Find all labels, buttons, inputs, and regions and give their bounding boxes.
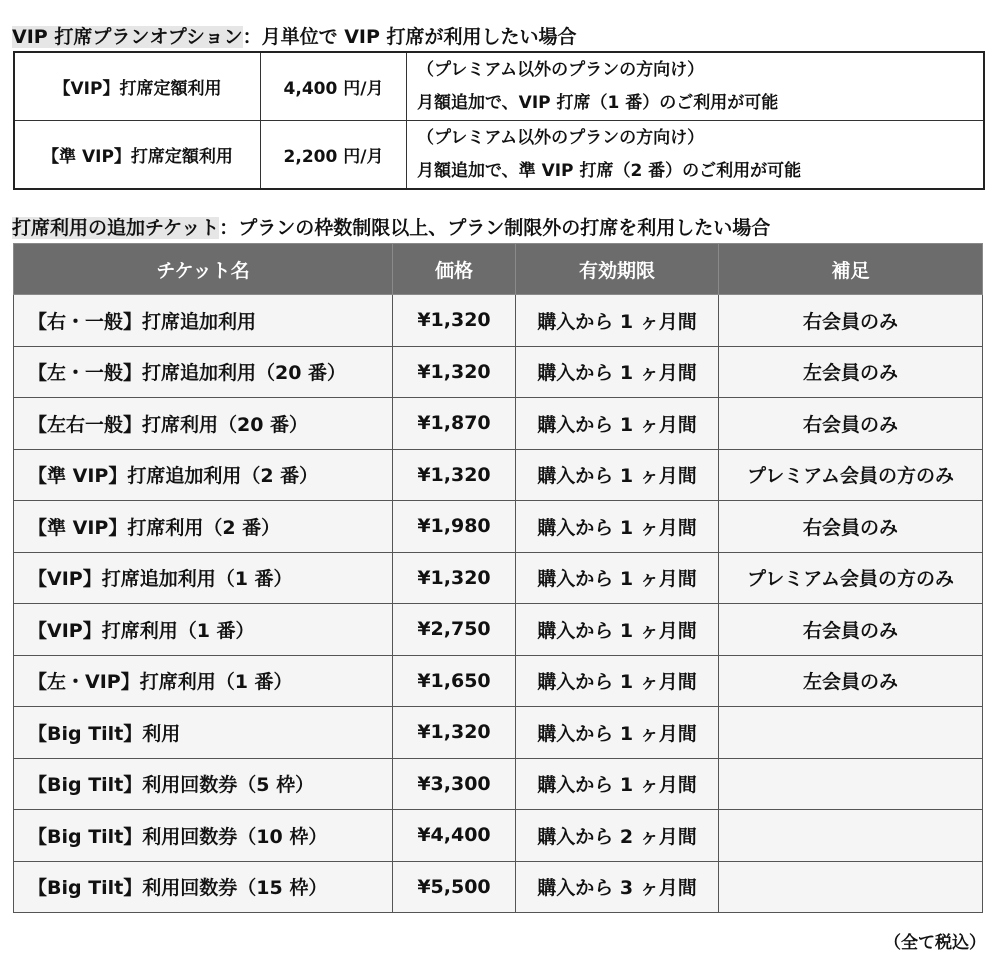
ticket-note (719, 810, 983, 862)
ticket-validity: 購入から 1 ヶ月間 (516, 707, 719, 759)
ticket-validity: 購入から 1 ヶ月間 (516, 449, 719, 501)
ticket-validity: 購入から 1 ヶ月間 (516, 552, 719, 604)
vip-plan-table (13, 51, 985, 190)
ticket-name: 【右・一般】打席追加利用 (14, 295, 393, 347)
ticket-price: ¥1,980 (393, 501, 516, 553)
table-row (14, 655, 983, 707)
table-row (14, 501, 983, 553)
ticket-name: 【Big Tilt】利用 (14, 707, 393, 759)
tickets-heading-highlight: 打席利用の追加チケット (12, 217, 220, 239)
plan-price: 4,400 円/月 (261, 52, 407, 121)
table-row (14, 604, 983, 656)
ticket-validity: 購入から 1 ヶ月間 (516, 604, 719, 656)
ticket-validity: 購入から 2 ヶ月間 (516, 810, 719, 862)
ticket-validity: 購入から 1 ヶ月間 (516, 346, 719, 398)
ticket-price: ¥3,300 (393, 758, 516, 810)
vip-plan-heading-highlight: VIP 打席プランオプション (12, 26, 243, 48)
table-row (14, 707, 983, 759)
plan-note-1: （プレミアム以外のプランの方向け） (417, 59, 705, 80)
ticket-note: 右会員のみ (719, 604, 983, 656)
table-header-row (14, 244, 983, 295)
column-header-price: 価格 (393, 244, 516, 295)
column-header-name: チケット名 (14, 244, 393, 295)
vip-plan-heading-rest: ：月単位で VIP 打席が利用したい場合 (242, 26, 577, 48)
ticket-table (13, 243, 983, 913)
ticket-note: 左会員のみ (719, 346, 983, 398)
table-row (14, 861, 983, 913)
ticket-validity: 購入から 1 ヶ月間 (516, 398, 719, 450)
table-row (14, 52, 984, 121)
plan-name: 【VIP】打席定額利用 (14, 52, 261, 121)
column-header-note: 補足 (719, 244, 983, 295)
ticket-validity: 購入から 1 ヶ月間 (516, 295, 719, 347)
ticket-note: 右会員のみ (719, 398, 983, 450)
table-row (14, 346, 983, 398)
ticket-validity: 購入から 3 ヶ月間 (516, 861, 719, 913)
table-row (14, 758, 983, 810)
table-row (14, 810, 983, 862)
plan-name: 【準 VIP】打席定額利用 (14, 121, 261, 190)
ticket-note: プレミアム会員の方のみ (719, 449, 983, 501)
plan-description (407, 52, 985, 121)
ticket-table-body (14, 295, 983, 913)
ticket-name: 【左右一般】打席利用（20 番） (14, 398, 393, 450)
plan-note-2: 月額追加で、準 VIP 打席（2 番）のご利用が可能 (417, 160, 802, 181)
ticket-validity: 購入から 1 ヶ月間 (516, 501, 719, 553)
tickets-heading-rest: ：プランの枠数制限以上、プラン制限外の打席を利用したい場合 (219, 217, 771, 239)
ticket-note: 右会員のみ (719, 295, 983, 347)
ticket-note: プレミアム会員の方のみ (719, 552, 983, 604)
table-row (14, 121, 984, 190)
ticket-price: ¥1,320 (393, 346, 516, 398)
plan-description (407, 121, 985, 190)
plan-note-1: （プレミアム以外のプランの方向け） (417, 127, 705, 148)
ticket-validity: 購入から 1 ヶ月間 (516, 758, 719, 810)
ticket-name: 【準 VIP】打席追加利用（2 番） (14, 449, 393, 501)
ticket-name: 【Big Tilt】利用回数券（5 枠） (14, 758, 393, 810)
ticket-note: 右会員のみ (719, 501, 983, 553)
tax-footnote: （全て税込） (884, 933, 986, 953)
ticket-name: 【VIP】打席利用（1 番） (14, 604, 393, 656)
table-row (14, 552, 983, 604)
table-row (14, 398, 983, 450)
vip-plan-heading (12, 22, 577, 49)
ticket-name: 【Big Tilt】利用回数券（10 枠） (14, 810, 393, 862)
plan-note-2: 月額追加で、VIP 打席（1 番）のご利用が可能 (417, 92, 779, 113)
ticket-note: 左会員のみ (719, 655, 983, 707)
ticket-price: ¥1,320 (393, 295, 516, 347)
ticket-price: ¥1,650 (393, 655, 516, 707)
ticket-name: 【準 VIP】打席利用（2 番） (14, 501, 393, 553)
ticket-name: 【VIP】打席追加利用（1 番） (14, 552, 393, 604)
ticket-price: ¥1,320 (393, 707, 516, 759)
ticket-price: ¥1,320 (393, 552, 516, 604)
ticket-price: ¥1,870 (393, 398, 516, 450)
ticket-price: ¥5,500 (393, 861, 516, 913)
table-row (14, 449, 983, 501)
ticket-note (719, 861, 983, 913)
ticket-validity: 購入から 1 ヶ月間 (516, 655, 719, 707)
table-row (14, 295, 983, 347)
tickets-heading (12, 213, 770, 240)
ticket-note (719, 707, 983, 759)
ticket-price: ¥2,750 (393, 604, 516, 656)
ticket-name: 【左・VIP】打席利用（1 番） (14, 655, 393, 707)
plan-price: 2,200 円/月 (261, 121, 407, 190)
ticket-name: 【左・一般】打席追加利用（20 番） (14, 346, 393, 398)
ticket-note (719, 758, 983, 810)
column-header-validity: 有効期限 (516, 244, 719, 295)
ticket-price: ¥1,320 (393, 449, 516, 501)
ticket-price: ¥4,400 (393, 810, 516, 862)
ticket-name: 【Big Tilt】利用回数券（15 枠） (14, 861, 393, 913)
